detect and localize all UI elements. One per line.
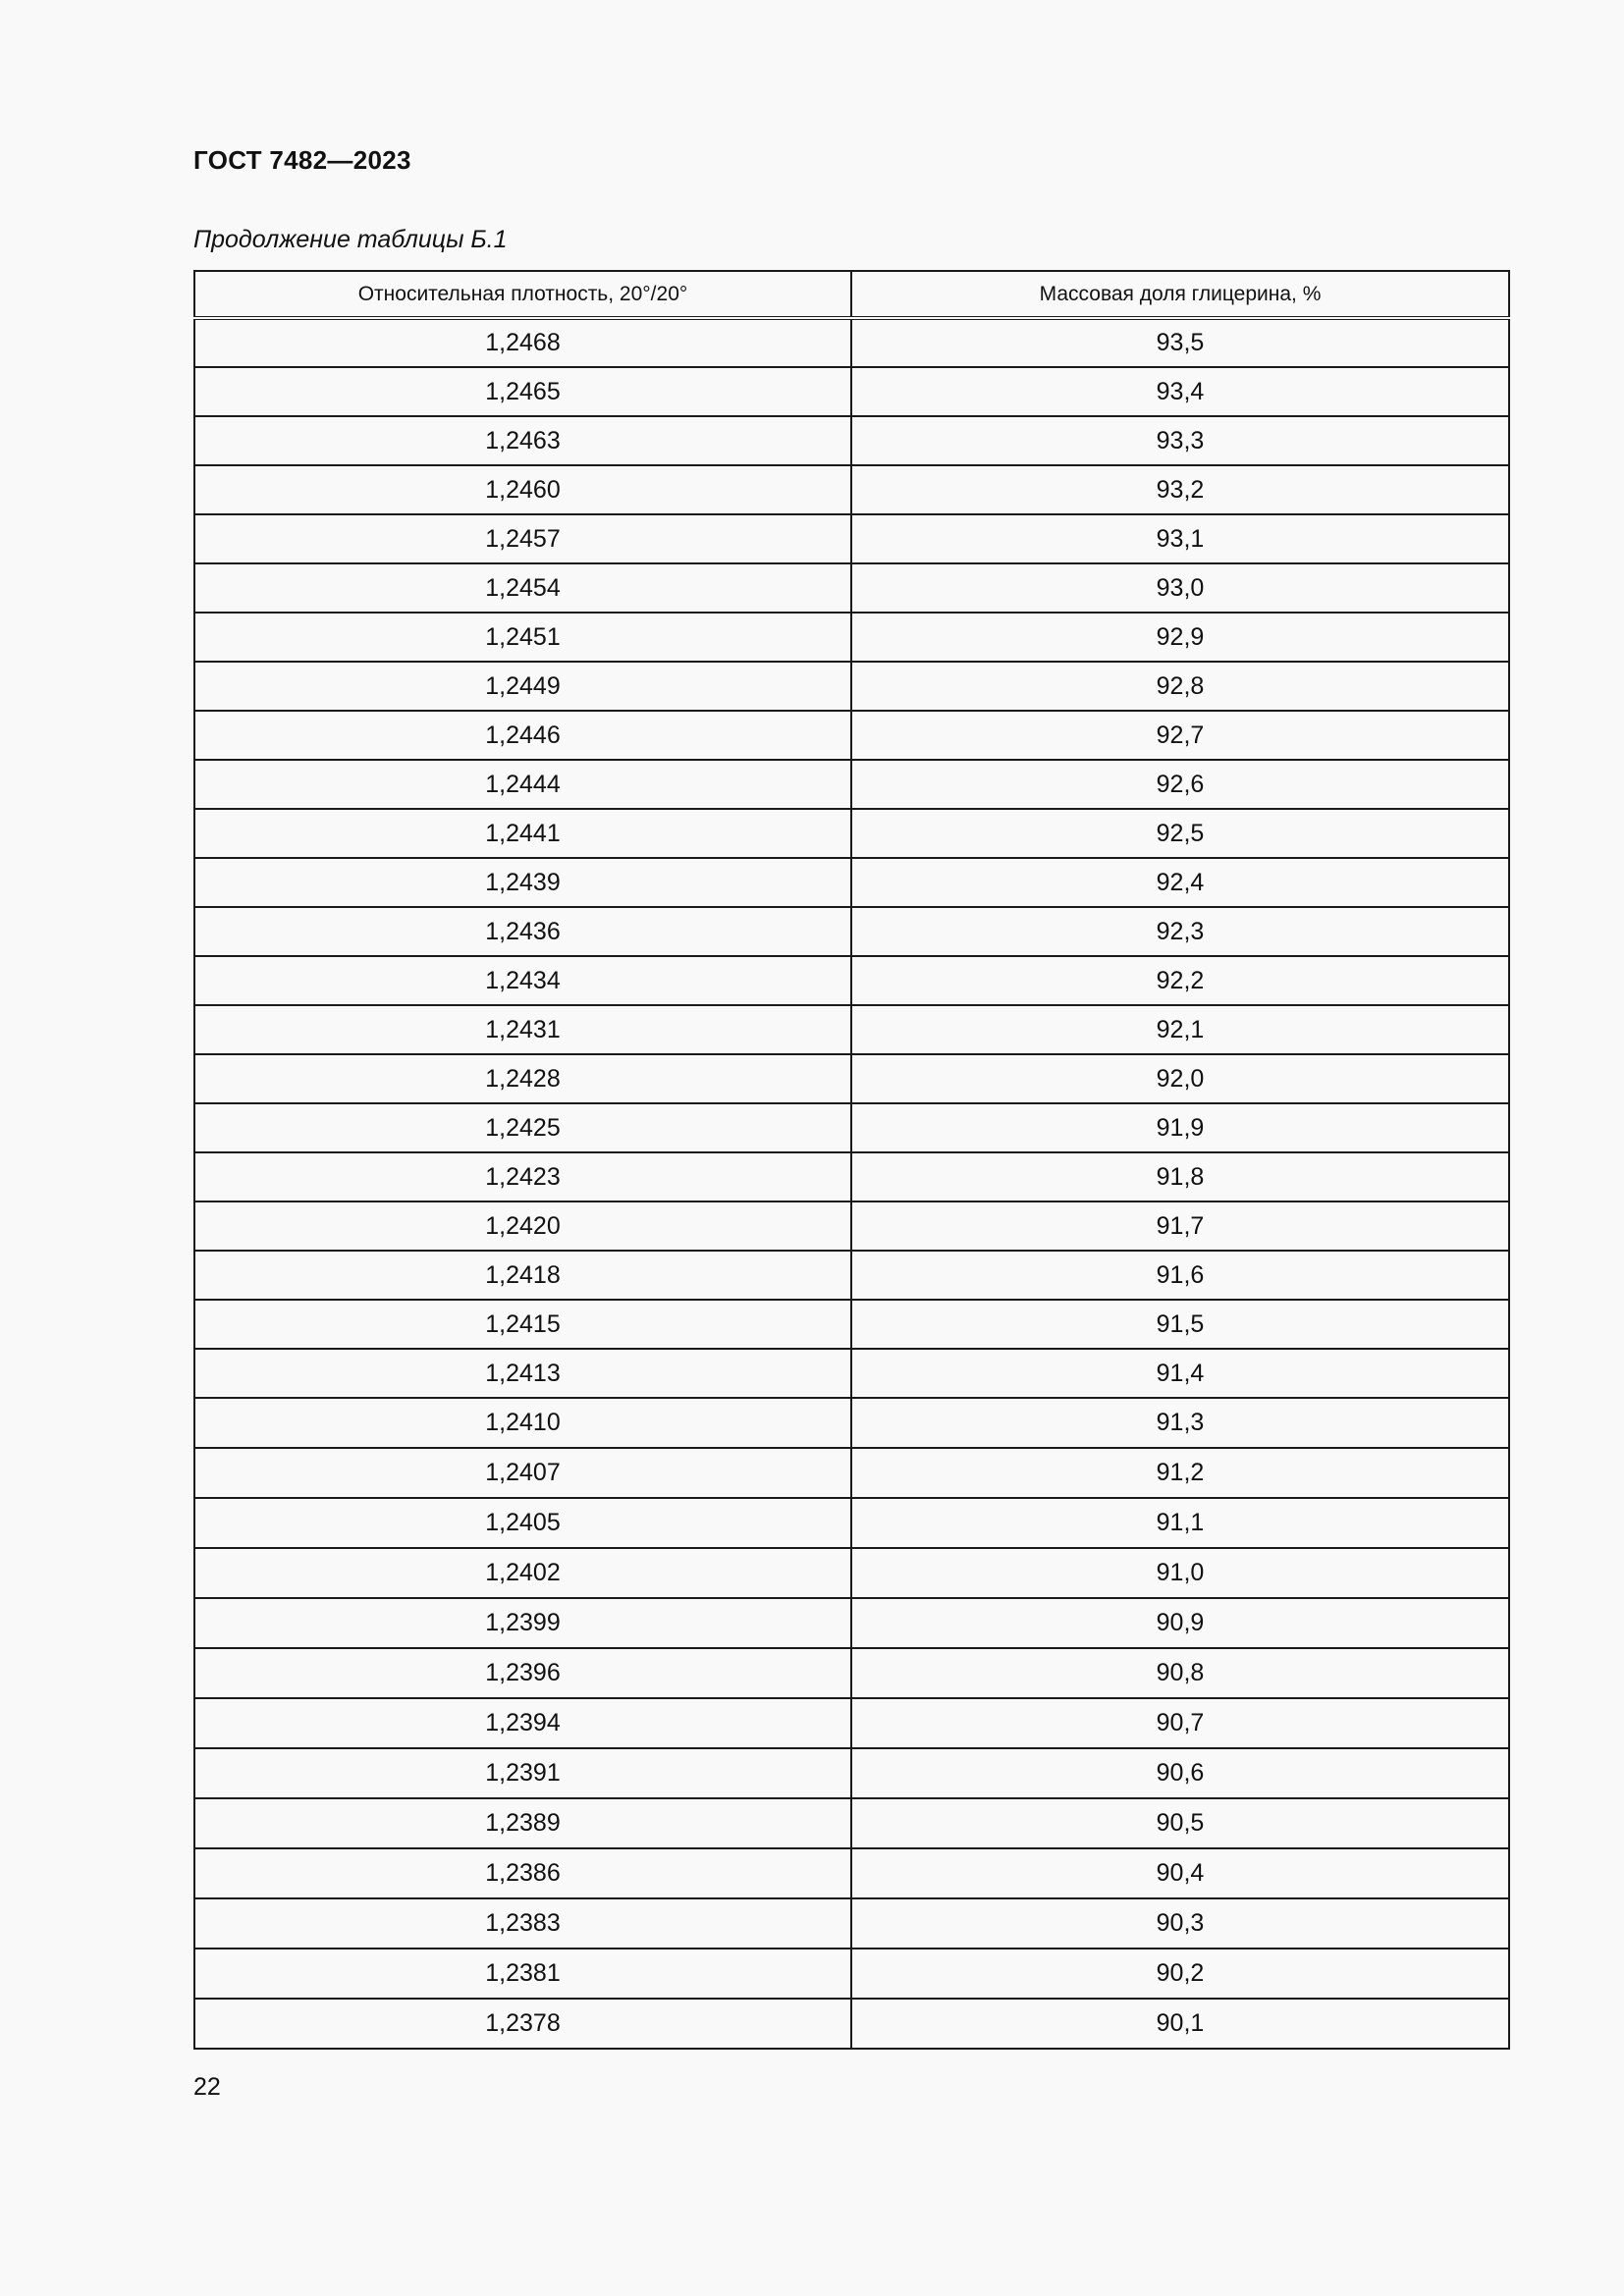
table-row (194, 711, 1509, 760)
table-row (194, 907, 1509, 956)
cell-density: 1,2444 (194, 760, 851, 809)
table-row (194, 465, 1509, 514)
cell-density: 1,2391 (194, 1748, 851, 1798)
table-row (194, 367, 1509, 416)
cell-density: 1,2420 (194, 1201, 851, 1251)
cell-glycerin-fraction: 91,6 (851, 1251, 1509, 1300)
cell-glycerin-fraction: 90,2 (851, 1949, 1509, 1999)
table-row (194, 1999, 1509, 2049)
column-header-glycerin-fraction: Массовая доля глицерина, % (851, 271, 1509, 318)
cell-density: 1,2396 (194, 1648, 851, 1698)
table-row (194, 1398, 1509, 1448)
table-row (194, 1005, 1509, 1054)
cell-glycerin-fraction: 92,0 (851, 1054, 1509, 1103)
cell-glycerin-fraction: 90,6 (851, 1748, 1509, 1798)
cell-density: 1,2454 (194, 563, 851, 613)
table-row (194, 1448, 1509, 1498)
cell-density: 1,2399 (194, 1598, 851, 1648)
cell-glycerin-fraction: 90,8 (851, 1648, 1509, 1698)
cell-density: 1,2407 (194, 1448, 851, 1498)
table-row (194, 1598, 1509, 1648)
cell-density: 1,2457 (194, 514, 851, 563)
cell-density: 1,2439 (194, 858, 851, 907)
cell-glycerin-fraction: 91,3 (851, 1398, 1509, 1448)
cell-glycerin-fraction: 91,8 (851, 1152, 1509, 1201)
density-glycerin-table (193, 270, 1510, 2050)
cell-glycerin-fraction: 93,1 (851, 514, 1509, 563)
table-row (194, 858, 1509, 907)
cell-glycerin-fraction: 93,2 (851, 465, 1509, 514)
cell-density: 1,2436 (194, 907, 851, 956)
document-title: ГОСТ 7482—2023 (193, 145, 411, 175)
cell-density: 1,2383 (194, 1898, 851, 1949)
table-row (194, 613, 1509, 662)
table-row (194, 1498, 1509, 1548)
table-row (194, 1898, 1509, 1949)
cell-glycerin-fraction: 91,7 (851, 1201, 1509, 1251)
cell-density: 1,2413 (194, 1349, 851, 1398)
cell-glycerin-fraction: 91,0 (851, 1548, 1509, 1598)
cell-glycerin-fraction: 92,6 (851, 760, 1509, 809)
table-row (194, 1798, 1509, 1848)
table-row (194, 1748, 1509, 1798)
table-caption: Продолжение таблицы Б.1 (193, 226, 508, 253)
cell-density: 1,2460 (194, 465, 851, 514)
cell-density: 1,2463 (194, 416, 851, 465)
cell-glycerin-fraction: 91,2 (851, 1448, 1509, 1498)
cell-density: 1,2389 (194, 1798, 851, 1848)
cell-density: 1,2468 (194, 318, 851, 367)
cell-glycerin-fraction: 92,7 (851, 711, 1509, 760)
table-row (194, 416, 1509, 465)
table-row (194, 1201, 1509, 1251)
column-header-density: Относительная плотность, 20°/20° (194, 271, 851, 318)
table-row (194, 1103, 1509, 1152)
table-row (194, 1548, 1509, 1598)
cell-glycerin-fraction: 91,9 (851, 1103, 1509, 1152)
table-row (194, 1251, 1509, 1300)
page-number: 22 (193, 2073, 221, 2101)
cell-glycerin-fraction: 92,8 (851, 662, 1509, 711)
table-row (194, 662, 1509, 711)
cell-density: 1,2451 (194, 613, 851, 662)
cell-glycerin-fraction: 90,5 (851, 1798, 1509, 1848)
cell-glycerin-fraction: 91,4 (851, 1349, 1509, 1398)
cell-glycerin-fraction: 90,7 (851, 1698, 1509, 1748)
cell-glycerin-fraction: 93,4 (851, 367, 1509, 416)
cell-glycerin-fraction: 90,9 (851, 1598, 1509, 1648)
table-row (194, 1300, 1509, 1349)
cell-glycerin-fraction: 93,5 (851, 318, 1509, 367)
table-row (194, 809, 1509, 858)
cell-density: 1,2431 (194, 1005, 851, 1054)
cell-glycerin-fraction: 90,1 (851, 1999, 1509, 2049)
cell-density: 1,2423 (194, 1152, 851, 1201)
cell-density: 1,2402 (194, 1548, 851, 1598)
table-row (194, 1648, 1509, 1698)
cell-glycerin-fraction: 92,9 (851, 613, 1509, 662)
table-row (194, 1698, 1509, 1748)
cell-glycerin-fraction: 91,1 (851, 1498, 1509, 1548)
cell-density: 1,2428 (194, 1054, 851, 1103)
cell-density: 1,2418 (194, 1251, 851, 1300)
cell-glycerin-fraction: 90,3 (851, 1898, 1509, 1949)
table-row (194, 1349, 1509, 1398)
cell-density: 1,2410 (194, 1398, 851, 1448)
cell-density: 1,2386 (194, 1848, 851, 1898)
table-row (194, 760, 1509, 809)
cell-density: 1,2441 (194, 809, 851, 858)
cell-glycerin-fraction: 91,5 (851, 1300, 1509, 1349)
table-row (194, 956, 1509, 1005)
table-header-row (194, 271, 1509, 318)
cell-glycerin-fraction: 93,3 (851, 416, 1509, 465)
table-row (194, 1054, 1509, 1103)
cell-glycerin-fraction: 92,1 (851, 1005, 1509, 1054)
table-header (194, 271, 1509, 318)
cell-density: 1,2415 (194, 1300, 851, 1349)
cell-glycerin-fraction: 92,2 (851, 956, 1509, 1005)
cell-glycerin-fraction: 92,4 (851, 858, 1509, 907)
table-row (194, 1848, 1509, 1898)
table-row (194, 514, 1509, 563)
cell-glycerin-fraction: 93,0 (851, 563, 1509, 613)
cell-glycerin-fraction: 92,3 (851, 907, 1509, 956)
table-body (194, 318, 1509, 2049)
cell-density: 1,2434 (194, 956, 851, 1005)
cell-density: 1,2465 (194, 367, 851, 416)
table-row (194, 318, 1509, 367)
cell-density: 1,2381 (194, 1949, 851, 1999)
table-row (194, 563, 1509, 613)
cell-glycerin-fraction: 92,5 (851, 809, 1509, 858)
table-row (194, 1152, 1509, 1201)
cell-density: 1,2405 (194, 1498, 851, 1548)
cell-density: 1,2425 (194, 1103, 851, 1152)
cell-density: 1,2449 (194, 662, 851, 711)
cell-glycerin-fraction: 90,4 (851, 1848, 1509, 1898)
cell-density: 1,2446 (194, 711, 851, 760)
table-row (194, 1949, 1509, 1999)
cell-density: 1,2378 (194, 1999, 851, 2049)
cell-density: 1,2394 (194, 1698, 851, 1748)
